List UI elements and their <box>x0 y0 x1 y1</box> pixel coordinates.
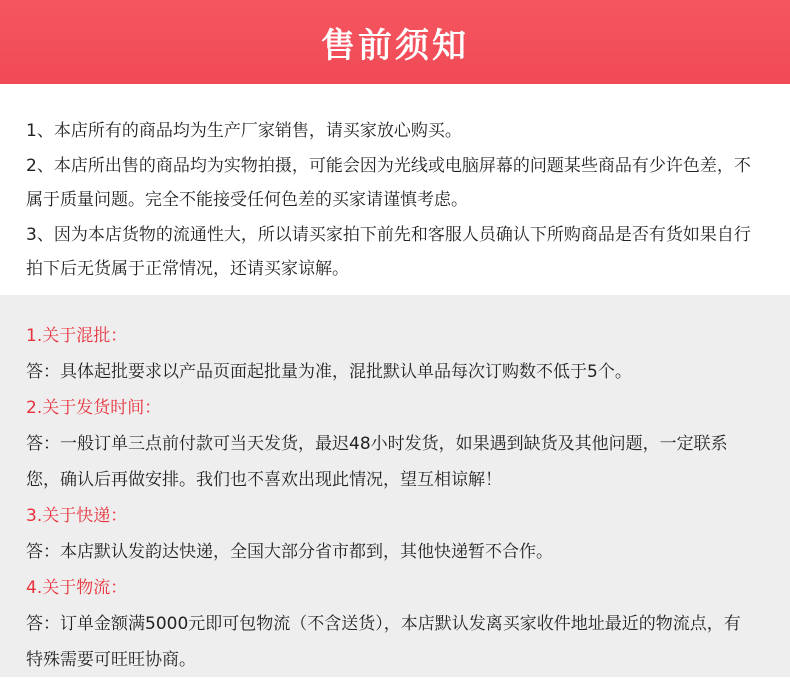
notice-item: 3、因为本店货物的流通性大，所以请买家拍下前先和客服人员确认下所购商品是否有货如果自行拍下后无货属于正常情况，还请买家谅解。 <box>26 224 751 279</box>
faq-section <box>0 295 790 677</box>
page-title: 售前须知 <box>321 25 469 66</box>
faq-answer: 答：具体起批要求以产品页面起批量为准，混批默认单品每次订购数不低于5个。 <box>26 362 632 382</box>
faq-answer: 答：订单金额满5000元即可包物流（不含送货），本店默认发离买家收件地址最近的物流点，有特殊需要可旺旺协商。 <box>26 614 741 670</box>
notice-list <box>0 84 790 295</box>
faq-answer: 答：一般订单三点前付款可当天发货，最迟48小时发货，如果遇到缺货及其他问题，一定联系您，确认后再做安排。我们也不喜欢出现此情况，望互相谅解！ <box>26 434 728 490</box>
header-banner <box>0 0 790 84</box>
notice-item: 2、本店所出售的商品均为实物拍摄，可能会因为光线或电脑屏幕的问题某些商品有少许色差，不属于质量问题。完全不能接受任何色差的买家请谨慎考虑。 <box>26 155 751 210</box>
faq-answer: 答：本店默认发韵达快递，全国大部分省市都到，其他快递暂不合作。 <box>26 542 553 562</box>
faq-question: 1.关于混批： <box>26 326 128 346</box>
faq-question: 2.关于发货时间： <box>26 398 162 418</box>
faq-question: 4.关于物流： <box>26 578 128 598</box>
notice-item: 1、本店所有的商品均为生产厂家销售，请买家放心购买。 <box>26 121 462 141</box>
faq-question: 3.关于快递： <box>26 506 128 526</box>
